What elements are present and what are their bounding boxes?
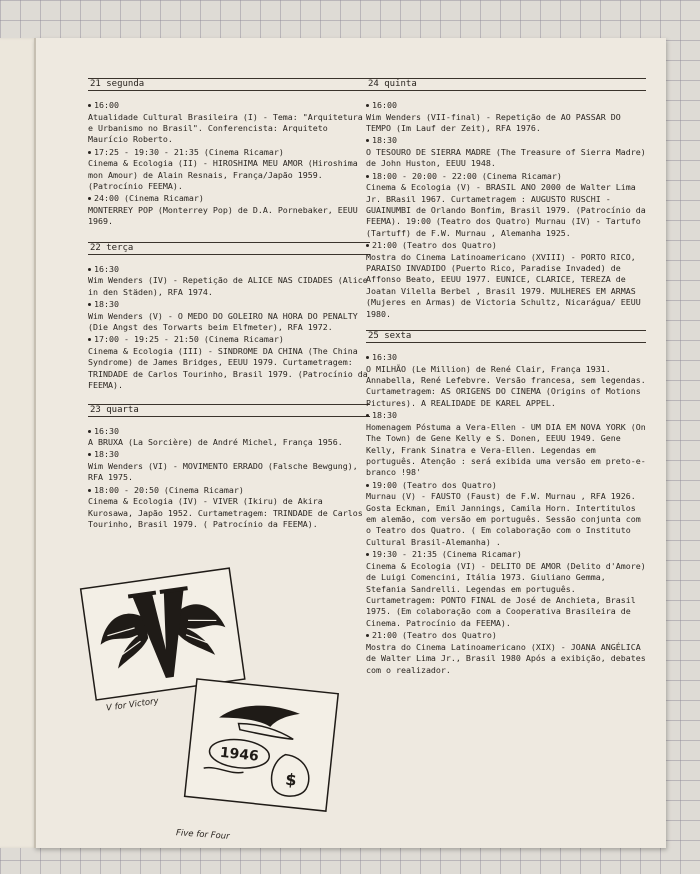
program-entry: [366, 240, 646, 320]
entry-time: 18:00 - 20:50 (Cinema Ricamar): [94, 484, 244, 495]
bullet-icon: [366, 139, 369, 142]
program-entry: [366, 549, 646, 629]
bullet-icon: [88, 104, 91, 107]
day-heading: 23 quarta: [88, 404, 370, 417]
entry-time: 18:30: [372, 135, 397, 146]
program-entry: [366, 352, 646, 409]
day-block: [88, 242, 370, 392]
entry-time: 18:30: [94, 449, 119, 460]
bullet-icon: [366, 104, 369, 107]
bullet-icon: [366, 244, 369, 247]
entry-text: MONTERREY POP (Monterrey Pop) de D.A. Pornebaker, EEUU 1969.: [88, 204, 358, 227]
entry-time: 17:25 - 19:30 - 21:35 (Cinema Ricamar): [94, 146, 284, 157]
entry-time: 21:00 (Teatro dos Quatro): [372, 630, 497, 641]
entry-time: 16:30: [372, 352, 397, 363]
program-entry: [366, 630, 646, 676]
entry-time: 16:00: [372, 100, 397, 110]
bullet-icon: [88, 430, 91, 433]
day-heading: 22 terça: [88, 242, 370, 255]
bullet-icon: [366, 414, 369, 417]
bullet-icon: [88, 338, 91, 341]
bullet-icon: [366, 175, 369, 178]
program-entry: [366, 100, 646, 134]
entry-text: Cinema & Ecologia (IV) - VIVER (Ikiru) de Akira Kurosawa, Japão 1952. Curtametragem: TRINDADE de Carlos Tourinho, Brasil 1979. ( Patrocínio da FEEMA).: [88, 496, 363, 530]
entry-text: Wim Wenders (IV) - Repetição de ALICE NAS CIDADES (Alice in den Städen), RFA 1974.: [88, 275, 368, 297]
entry-text: A BRUXA (La Sorcière) de André Michel, França 1956.: [88, 437, 343, 447]
day-heading: 21 segunda: [88, 78, 370, 91]
entry-time: 21:00 (Teatro dos Quatro): [372, 240, 497, 251]
entry-text: Atualidade Cultural Brasileira (I) - Tema: "Arquitetura e Urbanismo no Brasil". Conferencista: Arquiteto Maurício Roberto.: [88, 111, 363, 145]
bullet-icon: [366, 484, 369, 487]
program-page: [34, 38, 666, 848]
year-badge: 1946: [219, 744, 260, 765]
entry-text: Cinema & Ecologia (VI) - DELITO DE AMOR (Delito d'Amore) de Luigi Comencini, Itália 1973. Giuliano Gemma, Stefania Sandrelli. Legendas em português. Curtametragem: PONTO FINAL de José de Anchieta, Brasil 1975. (Em colaboração com a Cooperativa Brasileira de Cinema. Patrocínio da FEEMA).: [366, 560, 646, 628]
bullet-icon: [366, 356, 369, 359]
day-heading: 25 sexta: [366, 330, 646, 343]
entry-time: 16:30: [94, 263, 119, 274]
five-for-four-illustration: [176, 674, 346, 824]
day-heading: 24 quinta: [366, 78, 646, 91]
entry-text: Cinema & Ecologia (V) - BRASIL ANO 2000 de Walter Lima Jr. BRasil 1967. Curtametragem : AUGUSTO RUSCHI - GUAINUMBI de Orlando Bonfim, Brasil 1979. (Patrocínio da FEEMA). 19:00 (Teatro dos Quatro) Murnau (IV) - Tartufo (Tartuff) de F.W. Murnau , Alemanha 1925.: [366, 182, 646, 238]
bullet-icon: [88, 151, 91, 154]
program-entry: [88, 334, 370, 391]
program-entry: [88, 193, 370, 227]
program-entry: [88, 485, 370, 531]
five-for-four-caption: Five for Four: [175, 828, 230, 842]
svg-text:$: $: [284, 769, 298, 790]
entry-text: Wim Wenders (V) - O MEDO DO GOLEIRO NA HORA DO PENALTY (Die Angst des Torwarts beim Elfmeter), RFA 1972.: [88, 310, 358, 332]
entry-time: 19:30 - 21:35 (Cinema Ricamar): [372, 549, 522, 560]
entry-text: Homenagem Póstuma a Vera-Ellen - UM DIA EM NOVA YORK (On The Town) de Gene Kelly e S. Donen, EEUU 1949. Gene Kelly, Frank Sinatra e Vera-Ellen. Legendas em português. Atenção : será exibida uma versão em preto-e-branco !98': [366, 421, 646, 478]
program-entry: [88, 449, 370, 483]
bullet-icon: [88, 303, 91, 306]
entry-text: Wim Wenders (VII-final) - Repetição de AO PASSAR DO TEMPO (Im Lauf der Zeit), RFA 1976.: [366, 111, 621, 133]
program-entry: [88, 426, 370, 449]
bullet-icon: [88, 268, 91, 271]
entry-text: Mostra do Cinema Latinoamericano (XVIII) - PORTO RICO, PARAISO INVADIDO (Puerto Rico, Paradise Invaded) de Affonso Beato, EEUU 1977. EUNICE, CLARICE, TEREZA de Joatan Vilella Berbel , Brasil 1979. MULHERES EM ARMAS (Mujeres en Armas) de Victoria Schultz, Nicarágua/ EEUU 1980.: [366, 251, 641, 319]
program-entry: [366, 135, 646, 169]
bullet-icon: [88, 197, 91, 200]
entry-time: 18:30: [372, 410, 397, 421]
entry-text: O MILHÃO (Le Million) de René Clair, França 1931. Annabella, René Lefebvre. Versão francesa, sem legendas. Curtametragem: AS ORIGENS DO CINEMA (Origins of Motions Pictures). A REALIDADE DE KAREL APPEL.: [366, 363, 646, 408]
entry-text: Cinema & Ecologia (II) - HIROSHIMA MEU AMOR (Hiroshima mon Amour) de Alain Resnais, França/Japão 1959. (Patrocínio FEEMA).: [88, 158, 358, 192]
entry-time: 24:00 (Cinema Ricamar): [94, 193, 204, 204]
program-entry: [366, 410, 646, 479]
program-entry: [88, 147, 370, 193]
entry-text: Mostra do Cinema Latinoamericano (XIX) - JOANA ANGÉLICA de Walter Lima Jr., Brasil 1980 Após a exibição, debates com o realizador.: [366, 641, 646, 675]
entry-time: 18:30: [94, 299, 119, 310]
entry-time: 18:00 - 20:00 - 22:00 (Cinema Ricamar): [372, 170, 562, 181]
right-column: [366, 78, 646, 688]
bullet-icon: [366, 634, 369, 637]
entry-text: O TESOURO DE SIERRA MADRE (The Treasure of Sierra Madre) de John Huston, EEUU 1948.: [366, 146, 646, 169]
entry-text: Wim Wenders (VI) - MOVIMENTO ERRADO (Falsche Bewgung), RFA 1975.: [88, 460, 358, 483]
program-entry: [88, 100, 370, 146]
entry-text: Cinema & Ecologia (III) - SINDROME DA CHINA (The China Syndrome) de James Bridges, EEUU 1979. Curtametragem: TRINDADE de Carlos Tourinho, Brasil 1979. (Patrocínio da FEEMA).: [88, 345, 368, 391]
bullet-icon: [366, 553, 369, 556]
day-block: [366, 78, 646, 320]
day-block: [366, 330, 646, 676]
day-block: [88, 78, 370, 228]
entry-text: Murnau (V) - FAUSTO (Faust) de F.W. Murnau , RFA 1926. Gosta Eckman, Emil Jannings, Camila Horn. Intertitulos em alemão, com versão em português. Sessão conjunta com o Teatro dos Quatro. ( Em colaboração com o Instituto Cultural Brasil-Alemanha) .: [366, 491, 641, 547]
entry-time: 16:30: [94, 425, 119, 436]
program-entry: [88, 264, 370, 298]
entry-time: 19:00 (Teatro dos Quatro): [372, 479, 497, 490]
program-entry: [366, 171, 646, 240]
v-for-victory-caption: V for Victory: [105, 696, 160, 714]
entry-time: 17:00 - 19:25 - 21:50 (Cinema Ricamar): [94, 334, 284, 345]
program-entry: [366, 480, 646, 549]
entry-time: 16:00: [94, 100, 119, 110]
day-block: [88, 404, 370, 531]
program-entry: [88, 299, 370, 333]
bullet-icon: [88, 489, 91, 492]
left-column: [88, 78, 370, 542]
bullet-icon: [88, 453, 91, 456]
